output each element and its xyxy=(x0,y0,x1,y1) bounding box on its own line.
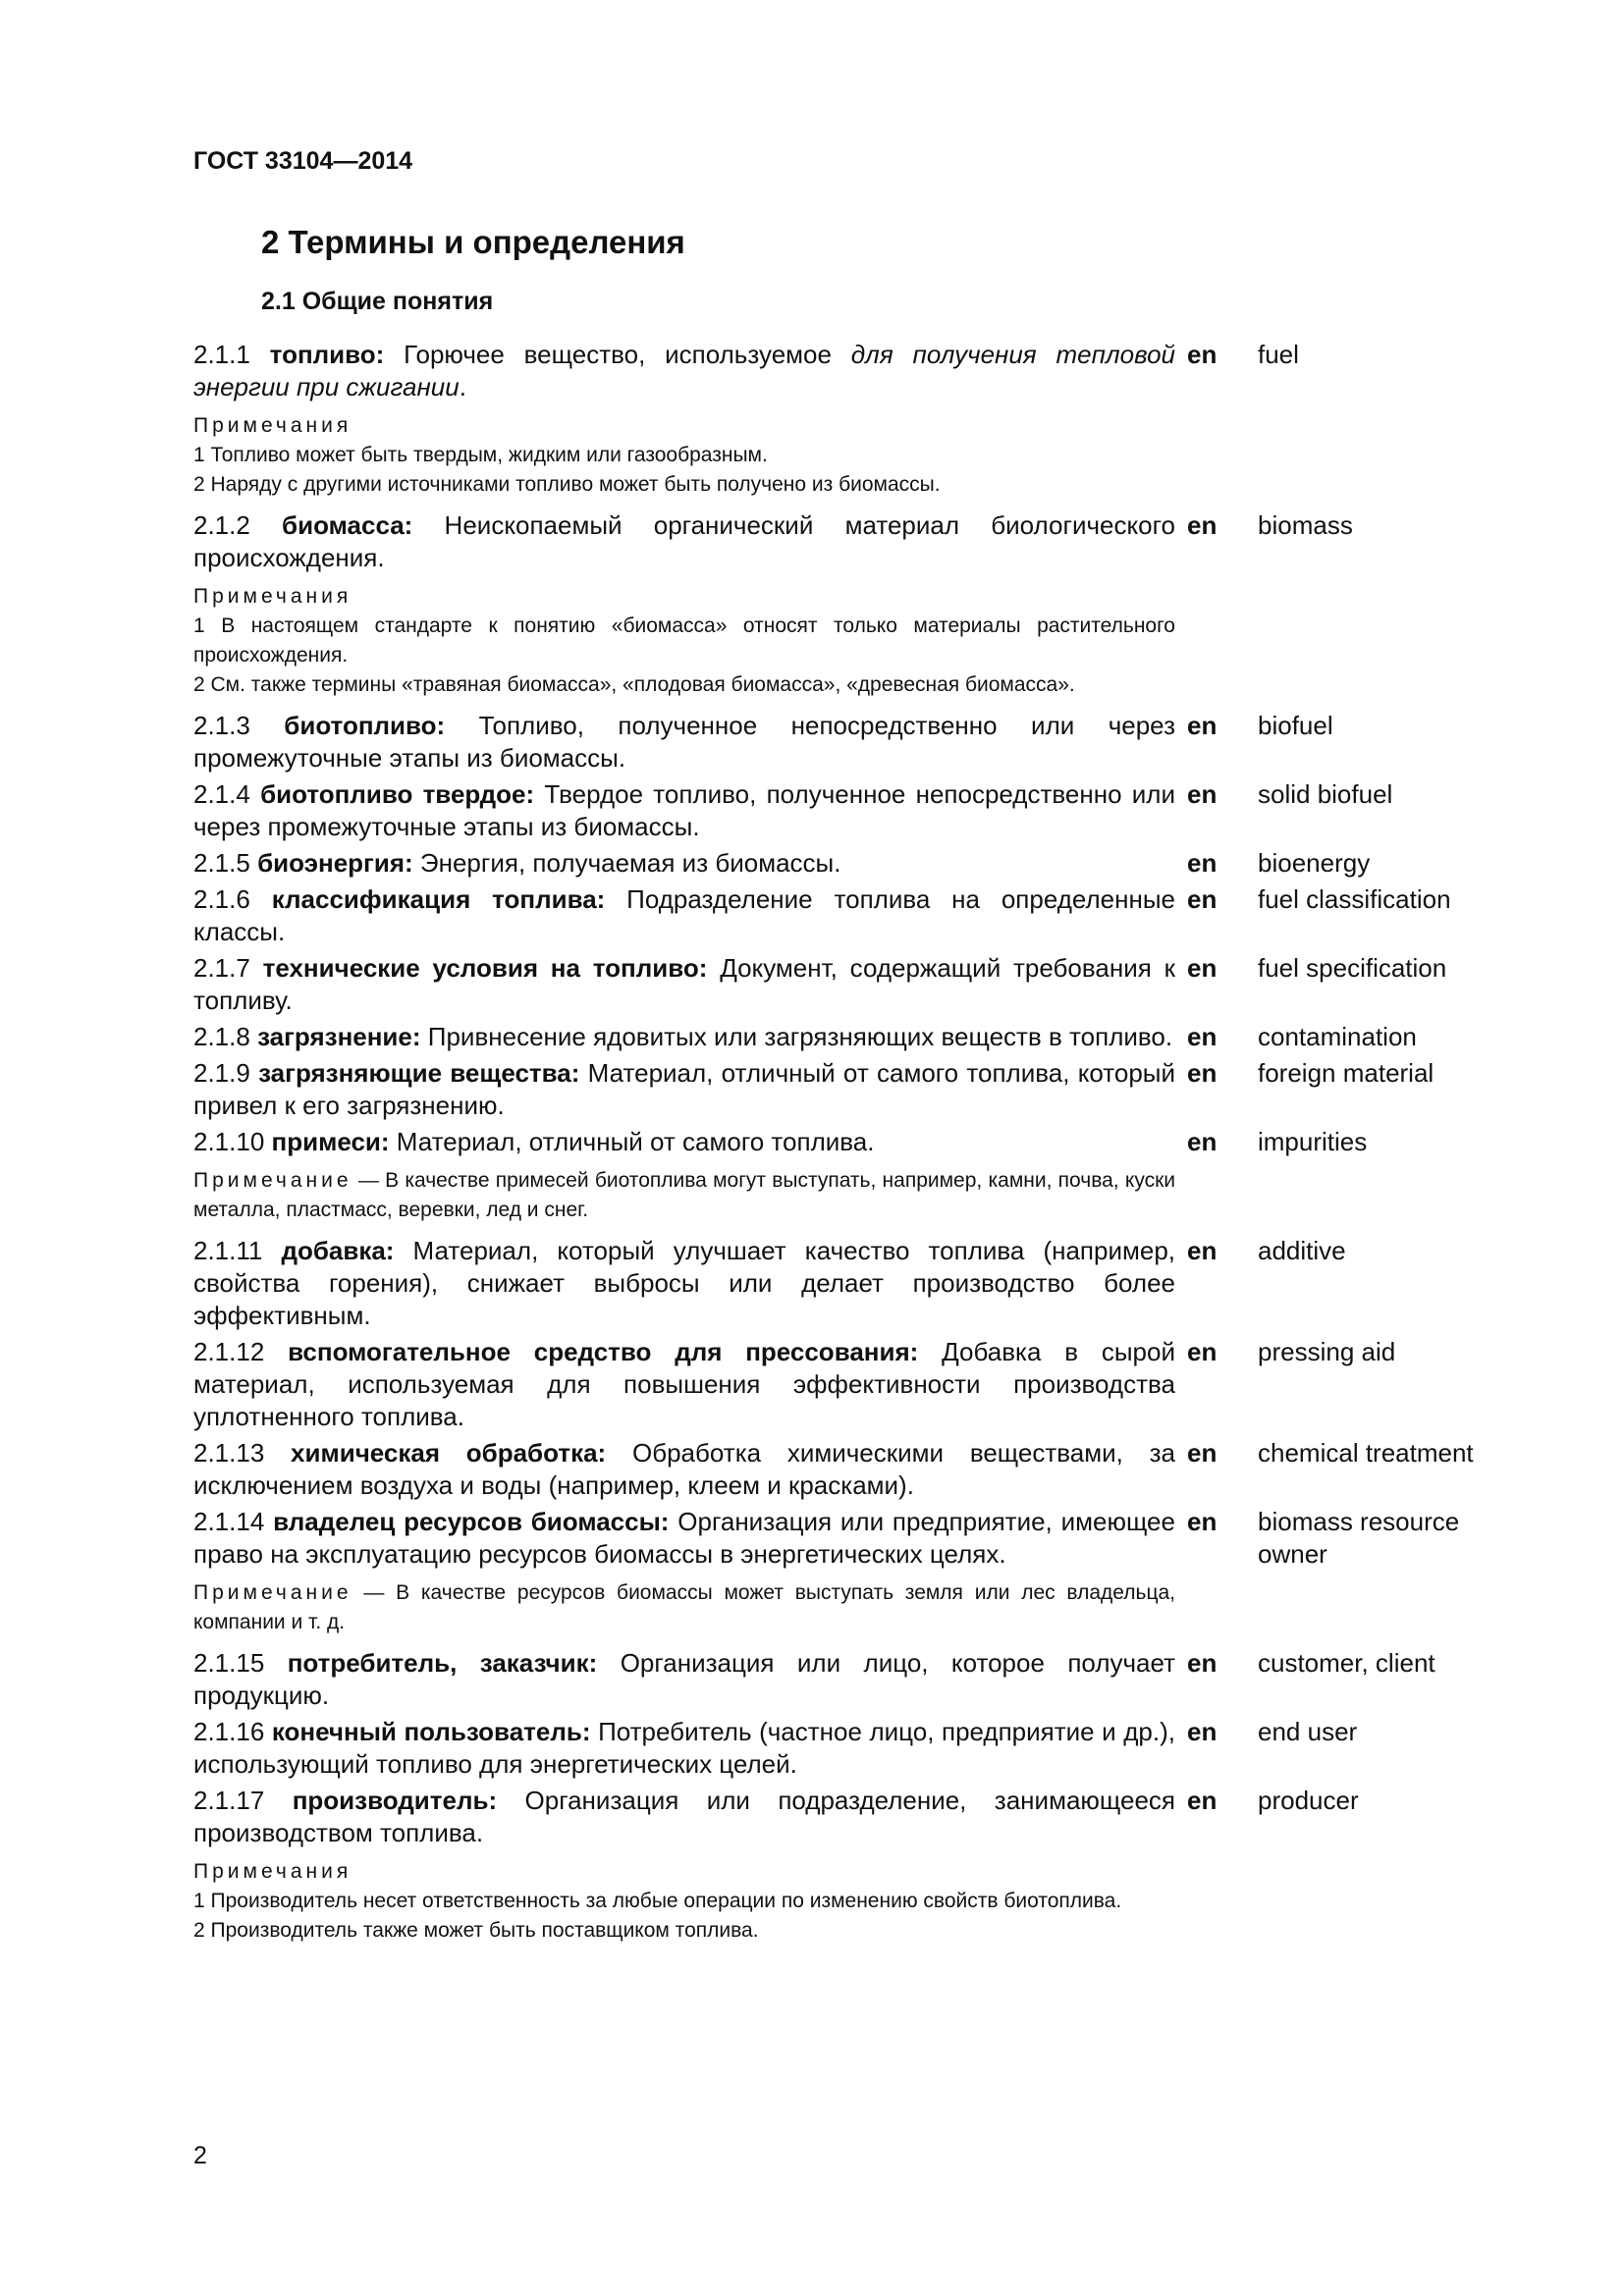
definition-text: Документ, содержащий требования к топливу. xyxy=(193,953,1175,1015)
language-code: en xyxy=(1187,953,1218,983)
english-equivalent: end user xyxy=(1258,1717,1358,1746)
definition-text: Горючее вещество, используемое xyxy=(384,340,851,369)
terms-list xyxy=(193,339,1509,1955)
term-entry-pressing-aid xyxy=(193,1336,1509,1433)
definition-text: Привнесение ядовитых или загрязняющих веществ в топливо. xyxy=(420,1022,1173,1051)
term-name: загрязняющие вещества: xyxy=(258,1058,580,1088)
language-code: en xyxy=(1187,1058,1218,1088)
note-block xyxy=(193,1166,1175,1225)
definition-text: Потребитель (частное лицо, предприятие и др.), использующий топливо для энергетических целей. xyxy=(193,1717,1175,1779)
english-equivalent: biomass resource owner xyxy=(1258,1507,1460,1569)
definition-text: Обработка химическими веществами, за исключением воздуха и воды (например, клеем и красками). xyxy=(193,1438,1175,1500)
term-name: потребитель, заказчик: xyxy=(287,1648,598,1678)
english-equivalent: impurities xyxy=(1258,1127,1368,1156)
language-code: en xyxy=(1187,1022,1218,1051)
note-heading: Примечания xyxy=(193,414,352,437)
term-entry-customer xyxy=(193,1647,1509,1712)
note-text: — В качестве примесей биотоплива могут выступать, например, камни, почва, куски металла, пластмасс, веревки, лед и снег. xyxy=(193,1169,1175,1221)
term-entry-fuel-specification xyxy=(193,952,1509,1017)
english-equivalent: foreign material xyxy=(1258,1058,1435,1088)
term-definition xyxy=(193,847,1175,880)
note-line: 2 Наряду с другими источниками топливо может быть получено из биомассы. xyxy=(193,473,941,496)
note-heading: Примечание xyxy=(193,1581,352,1604)
term-definition xyxy=(193,710,1175,774)
term-entry-fuel xyxy=(193,339,1509,403)
term-definition xyxy=(193,883,1175,948)
note-block xyxy=(193,582,1175,700)
term-entry-contamination xyxy=(193,1021,1509,1053)
term-name: владелец ресурсов биомассы: xyxy=(273,1507,670,1536)
term-number: 2.1.12 xyxy=(193,1337,265,1366)
note-line: 2 См. также термины «травяная биомасса», «плодовая биомасса», «древесная биомасса». xyxy=(193,673,1075,696)
english-equivalent: biomass xyxy=(1258,510,1353,540)
english-equivalent: bioenergy xyxy=(1258,848,1371,878)
term-number: 2.1.11 xyxy=(193,1236,263,1265)
term-number: 2.1.17 xyxy=(193,1786,265,1815)
term-definition xyxy=(193,1336,1175,1433)
term-entry-biomass-resource-owner xyxy=(193,1506,1509,1571)
language-code: en xyxy=(1187,340,1218,369)
language-code: en xyxy=(1187,1236,1218,1265)
term-name: биотопливо: xyxy=(284,711,446,740)
term-entry-chemical-treatment xyxy=(193,1437,1509,1502)
term-name: конечный пользователь: xyxy=(271,1717,591,1746)
page-number: 2 xyxy=(193,2142,207,2169)
term-definition xyxy=(193,1647,1175,1712)
term-definition xyxy=(193,952,1175,1017)
definition-text: Добавка в сырой материал, используемая для повышения эффективности производства уплотненного топлива. xyxy=(193,1337,1175,1431)
term-number: 2.1.3 xyxy=(193,711,250,740)
definition-text-end: . xyxy=(459,372,466,401)
term-number: 2.1.8 xyxy=(193,1022,250,1051)
definition-text: Топливо, полученное непосредственно или через промежуточные этапы из биомассы. xyxy=(193,711,1175,773)
note-heading: Примечания xyxy=(193,585,352,608)
english-equivalent: solid biofuel xyxy=(1258,779,1393,809)
language-code: en xyxy=(1187,848,1218,878)
english-equivalent: fuel classification xyxy=(1258,884,1451,914)
definition-text: Энергия, получаемая из биомассы. xyxy=(412,848,841,878)
term-number: 2.1.16 xyxy=(193,1717,265,1746)
definition-text: Неископаемый органический материал биологического происхождения. xyxy=(193,510,1175,572)
term-number: 2.1.6 xyxy=(193,884,250,914)
language-code: en xyxy=(1187,1337,1218,1366)
term-entry-impurities xyxy=(193,1126,1509,1158)
english-equivalent: chemical treatment xyxy=(1258,1438,1474,1468)
note-heading: Примечание xyxy=(193,1169,352,1192)
term-name: производитель: xyxy=(292,1786,498,1815)
language-code: en xyxy=(1187,1786,1218,1815)
term-number: 2.1.4 xyxy=(193,779,250,809)
term-number: 2.1.7 xyxy=(193,953,250,983)
subsection-title: 2.1 Общие понятия xyxy=(261,288,494,315)
term-name: добавка: xyxy=(281,1236,395,1265)
english-equivalent: contamination xyxy=(1258,1022,1417,1051)
term-number: 2.1.5 xyxy=(193,848,250,878)
term-definition xyxy=(193,1126,1175,1158)
term-name: биомасса: xyxy=(282,510,413,540)
term-definition xyxy=(193,778,1175,843)
language-code: en xyxy=(1187,510,1218,540)
note-block xyxy=(193,411,1175,500)
term-name: вспомогательное средство для прессования: xyxy=(288,1337,919,1366)
language-code: en xyxy=(1187,884,1218,914)
english-equivalent: customer, client xyxy=(1258,1648,1435,1678)
term-entry-biofuel xyxy=(193,710,1509,774)
language-code: en xyxy=(1187,711,1218,740)
term-number: 2.1.13 xyxy=(193,1438,265,1468)
term-definition xyxy=(193,1057,1175,1122)
term-entry-biomass xyxy=(193,509,1509,574)
term-name: биотопливо твердое: xyxy=(260,779,535,809)
term-definition xyxy=(193,509,1175,574)
term-name: топливо: xyxy=(269,340,385,369)
term-entry-end-user xyxy=(193,1716,1509,1781)
definition-italic: для получения тепловой энергии при сжигании xyxy=(193,340,1175,401)
term-definition xyxy=(193,1785,1175,1849)
note-line: 1 Топливо может быть твердым, жидким или газообразным. xyxy=(193,444,768,466)
note-text: — В качестве ресурсов биомассы может выступать земля или лес владельца, компании и т. д. xyxy=(193,1581,1175,1633)
term-entry-additive xyxy=(193,1235,1509,1332)
note-block xyxy=(193,1857,1175,1946)
term-number: 2.1.15 xyxy=(193,1648,265,1678)
term-number: 2.1.9 xyxy=(193,1058,250,1088)
definition-text: Материал, который улучшает качество топлива (например, свойства горения), снижает выбросы или делает производство более эффективным. xyxy=(193,1236,1176,1330)
term-name: классификация топлива: xyxy=(271,884,606,914)
language-code: en xyxy=(1187,1127,1218,1156)
definition-text: Организация или подразделение, занимающееся производством топлива. xyxy=(193,1786,1175,1847)
definition-text: Материал, отличный от самого топлива. xyxy=(389,1127,875,1156)
term-definition xyxy=(193,1437,1175,1502)
term-name: технические условия на топливо: xyxy=(262,953,708,983)
language-code: en xyxy=(1187,1507,1218,1536)
english-equivalent: fuel xyxy=(1258,340,1299,369)
term-entry-foreign-material xyxy=(193,1057,1509,1122)
term-entry-producer xyxy=(193,1785,1509,1849)
english-equivalent: producer xyxy=(1258,1786,1359,1815)
definition-text: Твердое топливо, полученное непосредственно или через промежуточные этапы из биомассы. xyxy=(193,779,1175,841)
term-definition xyxy=(193,339,1175,403)
definition-text: Материал, отличный от самого топлива, который привел к его загрязнению. xyxy=(193,1058,1175,1120)
definition-text: Организация или лицо, которое получает продукцию. xyxy=(193,1648,1175,1710)
language-code: en xyxy=(1187,1717,1218,1746)
term-name: загрязнение: xyxy=(257,1022,421,1051)
term-name: примеси: xyxy=(271,1127,390,1156)
term-definition xyxy=(193,1716,1175,1781)
note-block xyxy=(193,1578,1175,1637)
definition-text: Подразделение топлива на определенные классы. xyxy=(193,884,1175,946)
note-heading: Примечания xyxy=(193,1860,352,1883)
standard-code: ГОСТ 33104—2014 xyxy=(193,147,413,175)
term-definition xyxy=(193,1021,1175,1053)
language-code: en xyxy=(1187,779,1218,809)
note-line: 1 В настоящем стандарте к понятию «биомасса» относят только материалы растительного происхождения. xyxy=(193,614,1175,667)
term-definition xyxy=(193,1235,1175,1332)
note-line: 2 Производитель также может быть поставщиком топлива. xyxy=(193,1919,759,1942)
english-equivalent: pressing aid xyxy=(1258,1337,1396,1366)
term-name: химическая обработка: xyxy=(291,1438,607,1468)
term-entry-solid-biofuel xyxy=(193,778,1509,843)
language-code: en xyxy=(1187,1648,1218,1678)
section-title: 2 Термины и определения xyxy=(261,224,685,260)
term-name: биоэнергия: xyxy=(257,848,413,878)
term-definition xyxy=(193,1506,1175,1571)
note-line: 1 Производитель несет ответственность за любые операции по изменению свойств биотоплива. xyxy=(193,1890,1122,1912)
english-equivalent: biofuel xyxy=(1258,711,1333,740)
term-entry-fuel-classification xyxy=(193,883,1509,948)
english-equivalent: fuel specification xyxy=(1258,953,1447,983)
term-entry-bioenergy xyxy=(193,847,1509,880)
term-number: 2.1.10 xyxy=(193,1127,265,1156)
language-code: en xyxy=(1187,1438,1218,1468)
term-number: 2.1.2 xyxy=(193,510,250,540)
definition-text: Организация или предприятие, имеющее право на эксплуатацию ресурсов биомассы в энергетических целях. xyxy=(193,1507,1175,1569)
term-number: 2.1.1 xyxy=(193,340,250,369)
term-number: 2.1.14 xyxy=(193,1507,265,1536)
english-equivalent: additive xyxy=(1258,1236,1346,1265)
